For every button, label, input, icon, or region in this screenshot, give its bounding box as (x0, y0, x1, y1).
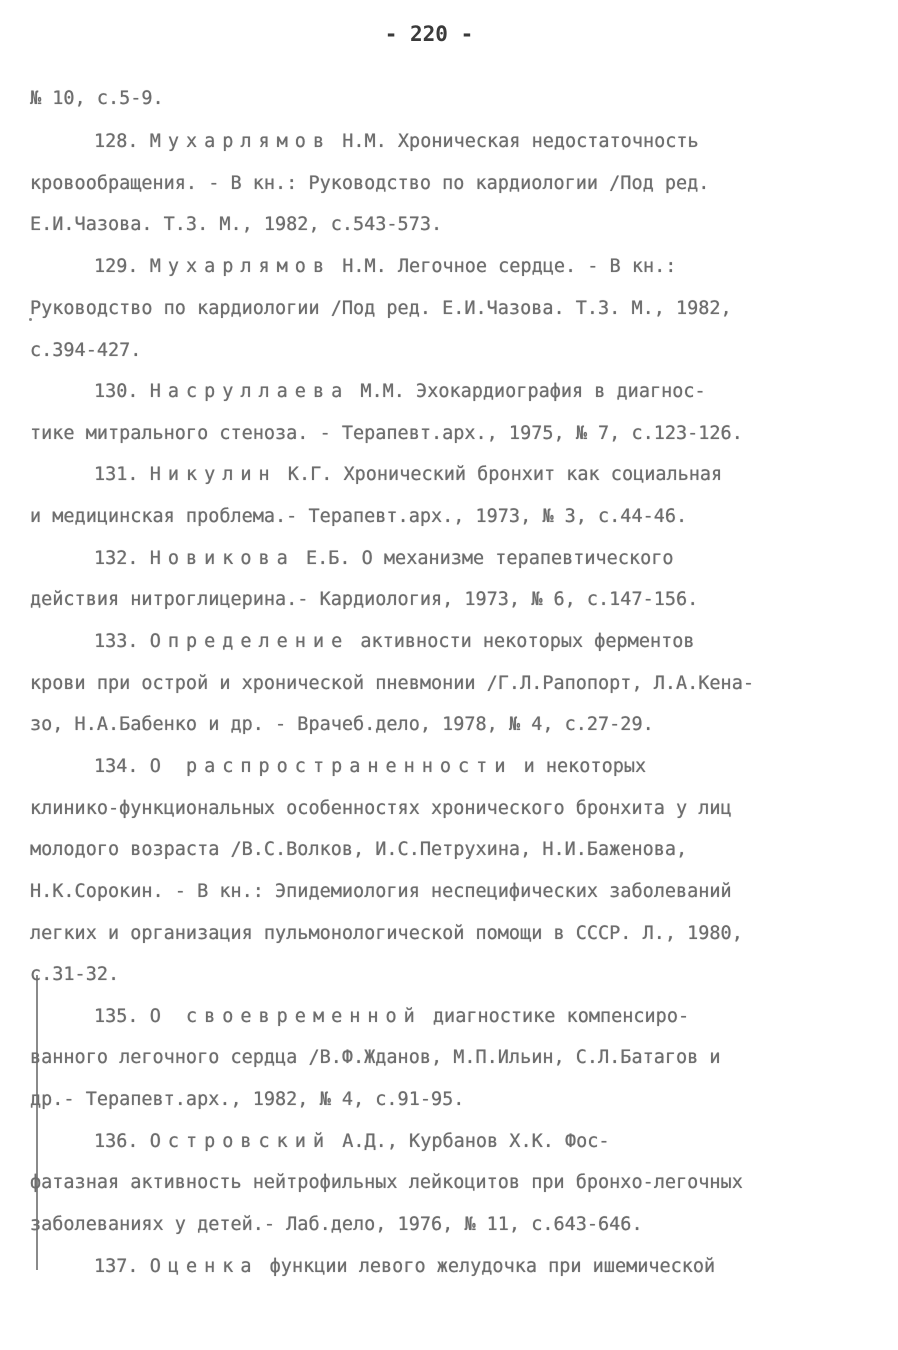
entry-131: 131. Никулин К.Г. Хронический бронхит как социальная (94, 464, 723, 485)
entry-author: Оценка (149, 1256, 259, 1277)
entry-number: 135. (94, 1006, 139, 1027)
entry-author: О распространенности (149, 756, 513, 777)
entry-number: 136. (94, 1131, 139, 1152)
text-line: действия нитроглицерина.- Кардиология, 1973, № 6, с.147-156. (30, 589, 699, 610)
text-line: заболеваниях у детей.- Лаб.дело, 1976, № 11, с.643-646. (30, 1214, 643, 1235)
entry-author: Новикова (149, 548, 295, 569)
entry-134: 134. О распространенности и некоторых (94, 756, 647, 777)
entry-author: О своевременной (149, 1006, 422, 1027)
text-line: молодого возраста /В.С.Волков, И.С.Петрухина, Н.И.Баженова, (30, 839, 688, 860)
text-line: Руководство по кардиологии /Под ред. Е.И.Чазова. Т.3. М., 1982, (30, 298, 732, 319)
entry-author: Насруллаева (149, 381, 350, 402)
text-line: с.394-427. (30, 340, 142, 361)
text-line: легких и организация пульмонологической помощи в СССР. Л., 1980, (30, 923, 743, 944)
entry-number: 128. (94, 131, 139, 152)
text-line: Е.И.Чазова. Т.3. М., 1982, с.543-573. (30, 214, 443, 235)
entry-number: 130. (94, 381, 139, 402)
entry-135: 135. О своевременной диагностике компенсиро- (94, 1006, 690, 1027)
entry-author: Определение (149, 631, 350, 652)
page-number: - 220 - (384, 22, 474, 46)
entry-author: Никулин (149, 464, 277, 485)
entry-133: 133. Определение активности некоторых ферментов (94, 631, 695, 652)
text-line: с.31-32. (30, 964, 120, 985)
text-line: тике митрального стеноза. - Терапевт.арх., 1975, № 7, с.123-126. (30, 423, 743, 444)
text-line: кровообращения. - В кн.: Руководство по кардиологии /Под ред. (30, 173, 710, 194)
entry-author: Мухарлямов (149, 131, 332, 152)
entry-130: 130. Насруллаева М.М. Эхокардиография в диагнос- (94, 381, 706, 402)
text-line: зо, Н.А.Бабенко и др. - Врачеб.дело, 1978, № 4, с.27-29. (30, 714, 654, 735)
entry-number: 129. (94, 256, 139, 277)
entry-129: 129. Мухарлямов Н.М. Легочное сердце. - В кн.: (94, 256, 677, 277)
entry-136: 136. Островский А.Д., Курбанов Х.К. Фос- (94, 1131, 610, 1152)
entry-132: 132. Новикова Е.Б. О механизме терапевтического (94, 548, 674, 569)
text-line: клинико-функциональных особенностях хронического бронхита у лиц (30, 798, 732, 819)
entry-author: Мухарлямов (149, 256, 332, 277)
entry-author: Островский (149, 1131, 332, 1152)
text-line: и медицинская проблема.- Терапевт.арх., 1973, № 3, с.44-46. (30, 506, 688, 527)
text-line: фатазная активность нейтрофильных лейкоцитов при бронхо-легочных (30, 1172, 743, 1193)
entry-137: 137. Оценка функции левого желудочка при ишемической (94, 1256, 716, 1277)
entry-number: 133. (94, 631, 139, 652)
entry-number: 131. (94, 464, 139, 485)
entry-number: 137. (94, 1256, 139, 1277)
text-line: ванного легочного сердца /В.Ф.Жданов, М.П.Ильин, С.Л.Батагов и (30, 1047, 721, 1068)
text-line: др.- Терапевт.арх., 1982, № 4, с.91-95. (30, 1089, 465, 1110)
entry-number: 132. (94, 548, 139, 569)
entry-number: 134. (94, 756, 139, 777)
text-line: № 10, с.5-9. (30, 88, 164, 109)
text-line: крови при острой и хронической пневмонии /Г.Л.Рапопорт, Л.А.Кена- (30, 673, 754, 694)
text-line: Н.К.Сорокин. - В кн.: Эпидемиология неспецифических заболеваний (30, 881, 732, 902)
entry-128: 128. Мухарлямов Н.М. Хроническая недостаточность (94, 131, 699, 152)
